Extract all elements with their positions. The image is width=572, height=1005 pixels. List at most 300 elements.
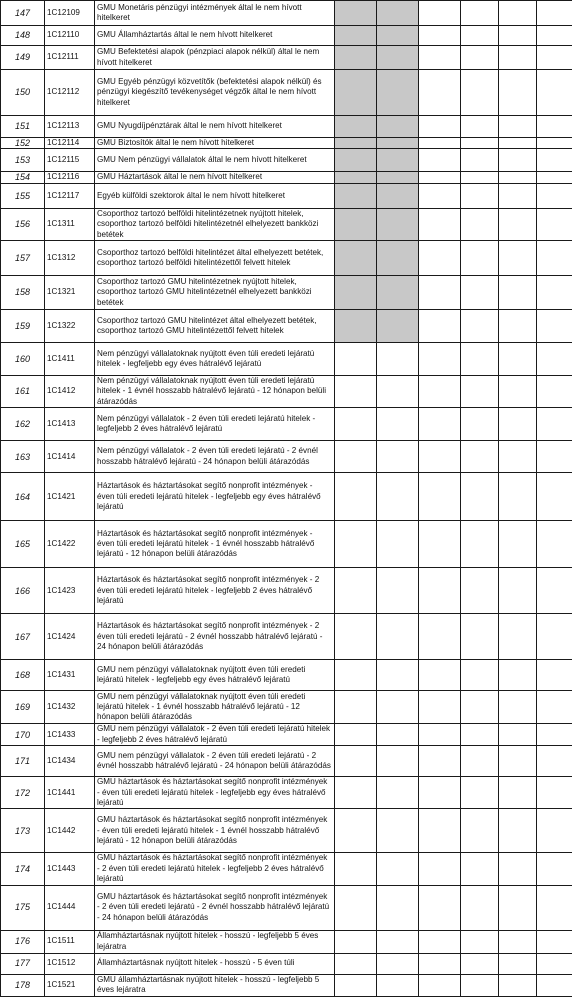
data-cell xyxy=(537,1,572,26)
data-cell xyxy=(461,241,499,276)
row-number: 159 xyxy=(1,310,45,343)
data-cell xyxy=(499,974,537,996)
data-cell xyxy=(499,172,537,183)
data-cell xyxy=(335,614,377,660)
row-number: 152 xyxy=(1,138,45,149)
data-cell xyxy=(335,746,377,777)
row-code: 1C1413 xyxy=(45,408,95,441)
data-cell xyxy=(461,746,499,777)
row-number: 178 xyxy=(1,974,45,996)
data-cell xyxy=(537,953,572,974)
shaded-cell xyxy=(335,241,377,276)
row-number: 158 xyxy=(1,276,45,310)
shaded-cell xyxy=(335,310,377,343)
row-number: 160 xyxy=(1,343,45,376)
data-cell xyxy=(377,746,419,777)
row-description: GMU államháztartásnak nyújtott hitelek - hosszú - legfeljebb 5 éves lejáratra xyxy=(95,974,335,996)
table-row xyxy=(1,26,572,46)
row-description: Nem pénzügyi vállalatok - 2 éven túli eredeti lejáratú - 2 évnél hosszabb hátralévő lejáratú - 24 hónapon belüli átárazódás xyxy=(95,441,335,473)
shaded-cell xyxy=(377,116,419,138)
data-cell xyxy=(537,974,572,996)
data-cell xyxy=(537,310,572,343)
data-cell xyxy=(499,691,537,724)
data-cell xyxy=(537,276,572,310)
row-description: GMU Nyugdíjpénztárak által le nem hívott hitelkeret xyxy=(95,116,335,138)
row-number: 167 xyxy=(1,614,45,660)
data-cell xyxy=(499,183,537,208)
data-cell xyxy=(461,853,499,885)
data-cell xyxy=(537,441,572,473)
data-cell xyxy=(537,408,572,441)
data-cell xyxy=(537,26,572,46)
data-cell xyxy=(537,746,572,777)
row-number: 155 xyxy=(1,183,45,208)
row-number: 154 xyxy=(1,172,45,183)
data-cell xyxy=(419,953,461,974)
data-cell xyxy=(461,974,499,996)
data-cell xyxy=(377,568,419,614)
shaded-cell xyxy=(335,208,377,240)
data-cell xyxy=(499,408,537,441)
data-cell xyxy=(499,724,537,746)
data-cell xyxy=(335,777,377,809)
data-cell xyxy=(419,441,461,473)
data-cell xyxy=(377,777,419,809)
table-row xyxy=(1,885,572,930)
row-description: Nem pénzügyi vállalatok - 2 éven túli eredeti lejáratú hitelek - legfeljebb 2 éves hátralévő lejáratú xyxy=(95,408,335,441)
data-cell xyxy=(419,26,461,46)
row-code: 1C1431 xyxy=(45,660,95,691)
row-code: 1C12113 xyxy=(45,116,95,138)
data-cell xyxy=(537,172,572,183)
data-cell xyxy=(537,70,572,116)
data-cell xyxy=(335,473,377,521)
table-row xyxy=(1,310,572,343)
data-cell xyxy=(537,930,572,953)
table-row xyxy=(1,208,572,240)
data-cell xyxy=(419,777,461,809)
table-row xyxy=(1,974,572,996)
table-row xyxy=(1,376,572,408)
row-code: 1C1412 xyxy=(45,376,95,408)
data-cell xyxy=(499,953,537,974)
row-code: 1C1424 xyxy=(45,614,95,660)
data-cell xyxy=(499,208,537,240)
data-cell xyxy=(461,614,499,660)
row-description: Államháztartásnak nyújtott hitelek - hosszú - legfeljebb 5 éves lejáratra xyxy=(95,930,335,953)
table-row xyxy=(1,660,572,691)
row-code: 1C1511 xyxy=(45,930,95,953)
row-description: GMU Nem pénzügyi vállalatok által le nem hívott hitelkeret xyxy=(95,149,335,172)
data-cell xyxy=(419,276,461,310)
data-cell xyxy=(419,614,461,660)
data-cell xyxy=(499,568,537,614)
data-cell xyxy=(461,138,499,149)
data-cell xyxy=(537,568,572,614)
table-row xyxy=(1,241,572,276)
data-cell xyxy=(461,473,499,521)
row-number: 169 xyxy=(1,691,45,724)
data-cell xyxy=(461,310,499,343)
data-cell xyxy=(461,172,499,183)
data-cell xyxy=(419,208,461,240)
shaded-cell xyxy=(335,70,377,116)
row-code: 1C1441 xyxy=(45,777,95,809)
row-code: 1C1442 xyxy=(45,809,95,853)
row-code: 1C1422 xyxy=(45,521,95,568)
data-cell xyxy=(537,183,572,208)
row-description: Csoporthoz tartozó GMU hitelintézet által elhelyezett betétek, csoporthoz tartozó GMU hitelintézettől felvett hitelek xyxy=(95,310,335,343)
data-cell xyxy=(377,441,419,473)
data-cell xyxy=(419,408,461,441)
row-number: 156 xyxy=(1,208,45,240)
row-code: 1C1322 xyxy=(45,310,95,343)
row-description: GMU Monetáris pénzügyi intézmények által le nem hívott hitelkeret xyxy=(95,1,335,26)
table-row xyxy=(1,343,572,376)
shaded-cell xyxy=(335,1,377,26)
data-cell xyxy=(419,853,461,885)
data-cell xyxy=(377,885,419,930)
row-number: 153 xyxy=(1,149,45,172)
data-cell xyxy=(377,974,419,996)
shaded-cell xyxy=(377,172,419,183)
data-cell xyxy=(537,809,572,853)
data-cell xyxy=(499,521,537,568)
data-cell xyxy=(499,809,537,853)
table-row xyxy=(1,408,572,441)
data-cell xyxy=(335,441,377,473)
row-description: Egyéb külföldi szektorok által le nem hívott hitelkeret xyxy=(95,183,335,208)
row-number: 161 xyxy=(1,376,45,408)
row-code: 1C1311 xyxy=(45,208,95,240)
data-cell xyxy=(537,376,572,408)
shaded-cell xyxy=(377,149,419,172)
shaded-cell xyxy=(335,183,377,208)
data-cell xyxy=(499,116,537,138)
row-number: 166 xyxy=(1,568,45,614)
row-number: 147 xyxy=(1,1,45,26)
row-description: GMU háztartások és háztartásokat segítő nonprofit intézmények - 2 éven túli eredeti lejáratú hitelek - legfeljebb 2 éves hátralévő lejáratú xyxy=(95,853,335,885)
row-code: 1C1432 xyxy=(45,691,95,724)
row-code: 1C1414 xyxy=(45,441,95,473)
data-cell xyxy=(377,930,419,953)
data-cell xyxy=(499,26,537,46)
row-code: 1C1312 xyxy=(45,241,95,276)
row-code: 1C1433 xyxy=(45,724,95,746)
data-cell xyxy=(537,777,572,809)
table-row xyxy=(1,149,572,172)
row-code: 1C12117 xyxy=(45,183,95,208)
table-row xyxy=(1,777,572,809)
shaded-cell xyxy=(377,1,419,26)
data-cell xyxy=(377,660,419,691)
data-cell xyxy=(377,521,419,568)
data-cell xyxy=(537,46,572,70)
shaded-cell xyxy=(377,183,419,208)
shaded-cell xyxy=(377,138,419,149)
data-cell xyxy=(461,777,499,809)
row-number: 150 xyxy=(1,70,45,116)
row-number: 174 xyxy=(1,853,45,885)
table-row xyxy=(1,441,572,473)
shaded-cell xyxy=(377,241,419,276)
data-cell xyxy=(335,974,377,996)
data-cell xyxy=(419,660,461,691)
table-row xyxy=(1,138,572,149)
data-cell xyxy=(419,746,461,777)
data-cell xyxy=(461,441,499,473)
data-cell xyxy=(419,724,461,746)
data-cell xyxy=(419,241,461,276)
data-cell xyxy=(377,809,419,853)
table-row xyxy=(1,183,572,208)
table-row xyxy=(1,172,572,183)
data-cell xyxy=(461,26,499,46)
data-cell xyxy=(499,746,537,777)
data-cell xyxy=(537,138,572,149)
table-row xyxy=(1,953,572,974)
data-cell xyxy=(499,660,537,691)
row-code: 1C1444 xyxy=(45,885,95,930)
shaded-cell xyxy=(335,116,377,138)
table-row xyxy=(1,46,572,70)
table-row xyxy=(1,473,572,521)
data-cell xyxy=(499,46,537,70)
data-cell xyxy=(335,343,377,376)
shaded-cell xyxy=(377,310,419,343)
row-description: Háztartások és háztartásokat segítő nonprofit intézmények - 2 éven túli eredeti lejáratú - 2 évnél hosszabb hátralévő lejáratú - 24 hónapon belüli átárazódás xyxy=(95,614,335,660)
data-cell xyxy=(499,241,537,276)
table-row xyxy=(1,691,572,724)
data-cell xyxy=(335,660,377,691)
data-cell xyxy=(537,149,572,172)
row-description: GMU nem pénzügyi vállalatoknak nyújtott éven túli eredeti lejáratú hitelek - legfeljebb egy éves hátralévő lejáratú xyxy=(95,660,335,691)
data-cell xyxy=(419,568,461,614)
data-cell xyxy=(377,614,419,660)
data-cell xyxy=(537,241,572,276)
data-cell xyxy=(335,809,377,853)
row-number: 165 xyxy=(1,521,45,568)
data-cell xyxy=(461,724,499,746)
data-cell xyxy=(335,691,377,724)
shaded-cell xyxy=(377,70,419,116)
data-cell xyxy=(461,408,499,441)
data-cell xyxy=(377,853,419,885)
row-description: GMU Biztosítók által le nem hívott hitelkeret xyxy=(95,138,335,149)
data-cell xyxy=(419,138,461,149)
row-number: 172 xyxy=(1,777,45,809)
row-code: 1C1421 xyxy=(45,473,95,521)
row-description: Háztartások és háztartásokat segítő nonprofit intézmények - 2 éven túli eredeti lejáratú hitelek - legfeljebb 2 éves hátralévő lejáratú xyxy=(95,568,335,614)
data-cell xyxy=(335,853,377,885)
row-number: 164 xyxy=(1,473,45,521)
row-description: GMU Egyéb pénzügyi közvetítők (befektetési alapok nélkül) és pénzügyi kiegészítő tevékenységet végzők által le nem hívott hitelkeret xyxy=(95,70,335,116)
row-description: Államháztartásnak nyújtott hitelek - hosszú - 5 éven túli xyxy=(95,953,335,974)
data-cell xyxy=(461,70,499,116)
data-cell xyxy=(461,46,499,70)
row-description: Csoporthoz tartozó GMU hitelintézetnek nyújtott hitelek, csoporthoz tartozó GMU hitelintézetnél elhelyezett bankközi betétek xyxy=(95,276,335,310)
data-cell xyxy=(461,149,499,172)
row-description: GMU háztartások és háztartásokat segítő nonprofit intézmények - éven túli eredeti lejáratú hitelek - legfeljebb egy éves hátralévő lejáratú xyxy=(95,777,335,809)
data-cell xyxy=(461,183,499,208)
shaded-cell xyxy=(335,138,377,149)
row-description: GMU háztartások és háztartásokat segítő nonprofit intézmények - éven túli eredeti lejáratú hitelek - 1 évnél hosszabb hátralévő lejáratú - 12 hónapon belüli átárazódás xyxy=(95,809,335,853)
data-cell xyxy=(419,172,461,183)
data-cell xyxy=(335,930,377,953)
data-cell xyxy=(461,276,499,310)
table-row xyxy=(1,746,572,777)
data-cell xyxy=(335,376,377,408)
data-cell xyxy=(461,568,499,614)
row-description: Nem pénzügyi vállalatoknak nyújtott éven túli eredeti lejáratú hitelek - 1 évnél hosszabb hátralévő lejáratú - 12 hónapon belüli átárazódás xyxy=(95,376,335,408)
data-cell xyxy=(461,376,499,408)
data-cell xyxy=(377,953,419,974)
row-number: 157 xyxy=(1,241,45,276)
data-cell xyxy=(419,116,461,138)
row-description: GMU nem pénzügyi vállalatoknak nyújtott éven túli eredeti lejáratú hitelek - 1 évnél hosszabb hátralévő lejáratú - 12 hónapon belüli átárazódás xyxy=(95,691,335,724)
row-code: 1C12112 xyxy=(45,70,95,116)
table-row xyxy=(1,276,572,310)
row-code: 1C12111 xyxy=(45,46,95,70)
data-cell xyxy=(419,343,461,376)
data-cell xyxy=(499,441,537,473)
data-cell xyxy=(499,885,537,930)
data-cell xyxy=(537,521,572,568)
table-row xyxy=(1,521,572,568)
row-code: 1C12109 xyxy=(45,1,95,26)
data-cell xyxy=(537,614,572,660)
data-cell xyxy=(499,614,537,660)
row-code: 1C12115 xyxy=(45,149,95,172)
data-cell xyxy=(537,208,572,240)
row-number: 148 xyxy=(1,26,45,46)
row-code: 1C12114 xyxy=(45,138,95,149)
row-number: 170 xyxy=(1,724,45,746)
table-row xyxy=(1,70,572,116)
row-number: 176 xyxy=(1,930,45,953)
data-cell xyxy=(537,691,572,724)
data-cell xyxy=(419,473,461,521)
data-cell xyxy=(461,885,499,930)
data-cell xyxy=(499,276,537,310)
row-description: Háztartások és háztartásokat segítő nonprofit intézmények - éven túli eredeti lejáratú hitelek - legfeljebb egy éves hátralévő lejáratú xyxy=(95,473,335,521)
data-cell xyxy=(537,473,572,521)
data-cell xyxy=(461,521,499,568)
row-description: GMU Befektetési alapok (pénzpiaci alapok nélkül) által le nem hívott hitelkeret xyxy=(95,46,335,70)
data-cell xyxy=(499,1,537,26)
data-cell xyxy=(419,691,461,724)
row-code: 1C1512 xyxy=(45,953,95,974)
data-cell xyxy=(419,809,461,853)
data-cell xyxy=(499,138,537,149)
row-code: 1C1321 xyxy=(45,276,95,310)
data-cell xyxy=(419,376,461,408)
row-description: Nem pénzügyi vállalatoknak nyújtott éven túli eredeti lejáratú hitelek - legfeljebb egy éves hátralévő lejáratú xyxy=(95,343,335,376)
row-description: GMU háztartások és háztartásokat segítő nonprofit intézmények - 2 éven túli eredeti lejáratú - 2 évnél hosszabb hátralévő lejáratú - 24 hónapon belüli átárazódás xyxy=(95,885,335,930)
data-cell xyxy=(419,974,461,996)
data-cell xyxy=(419,70,461,116)
data-cell xyxy=(335,521,377,568)
row-number: 171 xyxy=(1,746,45,777)
data-cell xyxy=(377,343,419,376)
table-row xyxy=(1,930,572,953)
data-cell xyxy=(461,116,499,138)
data-cell xyxy=(377,724,419,746)
data-cell xyxy=(499,930,537,953)
data-cell xyxy=(419,149,461,172)
table-row xyxy=(1,614,572,660)
data-cell xyxy=(461,208,499,240)
row-number: 151 xyxy=(1,116,45,138)
data-cell xyxy=(499,149,537,172)
data-cell xyxy=(461,809,499,853)
row-number: 168 xyxy=(1,660,45,691)
row-code: 1C1521 xyxy=(45,974,95,996)
shaded-cell xyxy=(377,26,419,46)
shaded-cell xyxy=(377,46,419,70)
row-code: 1C1434 xyxy=(45,746,95,777)
data-cell xyxy=(537,885,572,930)
shaded-cell xyxy=(335,26,377,46)
data-cell xyxy=(377,376,419,408)
data-cell xyxy=(461,953,499,974)
data-cell xyxy=(499,376,537,408)
data-cell xyxy=(461,930,499,953)
data-cell xyxy=(461,660,499,691)
table-row xyxy=(1,1,572,26)
table-row xyxy=(1,116,572,138)
shaded-cell xyxy=(377,208,419,240)
row-number: 163 xyxy=(1,441,45,473)
data-cell xyxy=(335,885,377,930)
row-number: 175 xyxy=(1,885,45,930)
table-row xyxy=(1,853,572,885)
data-cell xyxy=(377,408,419,441)
data-cell xyxy=(537,660,572,691)
data-cell xyxy=(461,691,499,724)
row-description: Háztartások és háztartásokat segítő nonprofit intézmények - éven túli eredeti lejáratú hitelek - 1 évnél hosszabb hátralévő lejáratú - 12 hónapon belüli átárazódás xyxy=(95,521,335,568)
row-description: GMU Államháztartás által le nem hívott hitelkeret xyxy=(95,26,335,46)
row-description: GMU nem pénzügyi vállalatok - 2 éven túli eredeti lejáratú - 2 évnél hosszabb hátralévő lejáratú - 24 hónapon belüli átárazódás xyxy=(95,746,335,777)
data-cell xyxy=(537,724,572,746)
data-cell xyxy=(537,116,572,138)
data-cell xyxy=(419,310,461,343)
table-row xyxy=(1,568,572,614)
data-cell xyxy=(499,310,537,343)
data-cell xyxy=(419,1,461,26)
shaded-cell xyxy=(377,276,419,310)
data-cell xyxy=(461,343,499,376)
data-cell xyxy=(377,473,419,521)
shaded-cell xyxy=(335,46,377,70)
data-cell xyxy=(499,777,537,809)
row-number: 162 xyxy=(1,408,45,441)
data-cell xyxy=(537,853,572,885)
data-cell xyxy=(461,1,499,26)
data-cell xyxy=(335,568,377,614)
table-row xyxy=(1,724,572,746)
data-cell xyxy=(419,930,461,953)
row-code: 1C1423 xyxy=(45,568,95,614)
data-cell xyxy=(499,343,537,376)
data-cell xyxy=(335,724,377,746)
row-number: 177 xyxy=(1,953,45,974)
table-body xyxy=(1,1,572,997)
data-cell xyxy=(377,691,419,724)
row-code: 1C1411 xyxy=(45,343,95,376)
table-row xyxy=(1,809,572,853)
data-cell xyxy=(419,885,461,930)
